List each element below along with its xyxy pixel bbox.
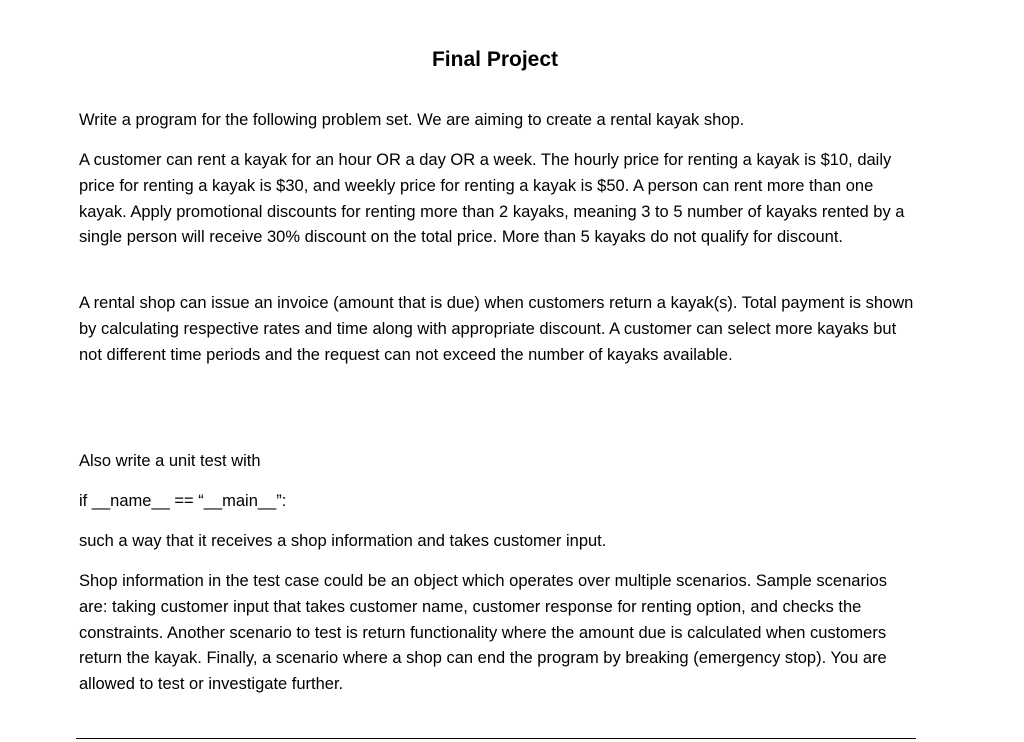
unit-test-description-paragraph: such a way that it receives a shop information and takes customer input. [79,532,607,550]
unit-test-intro-paragraph: Also write a unit test with [79,452,261,470]
intro-paragraph: Write a program for the following problem set. We are aiming to create a rental kayak shop. [79,111,745,129]
scenarios-paragraph: Shop information in the test case could be an object which operates over multiple scenarios. Sample scenarios are: taking customer input that takes customer name, customer response for renting option, and checks the constraints. Another scenario to test is return functionality where the amount due is calculated when customers return the kayak. Finally, a scenario where a shop can end the program by breaking (emergency stop). You are allowed to test or investigate further. [79,572,888,694]
code-line: if __name__ == “__main__”: [79,492,287,510]
bottom-divider [76,738,916,739]
page-title: Final Project [431,48,559,71]
pricing-paragraph: A customer can rent a kayak for an hour OR a day OR a week. The hourly price for renting a kayak is $10, daily price for renting a kayak is $30, and weekly price for renting a kayak is $50. A person can rent more than one kayak. Apply promotional discounts for renting more than 2 kayaks, meaning 3 to 5 number of kayaks rented by a single person will receive 30% discount on the total price. More than 5 kayaks do not qualify for discount. [79,151,905,247]
invoice-paragraph: A rental shop can issue an invoice (amount that is due) when customers return a kayak(s). Total payment is shown by calculating respective rates and time along with appropriate discount. A customer can select more kayaks but not different time periods and the request can not exceed the number of kayaks available. [79,294,914,364]
